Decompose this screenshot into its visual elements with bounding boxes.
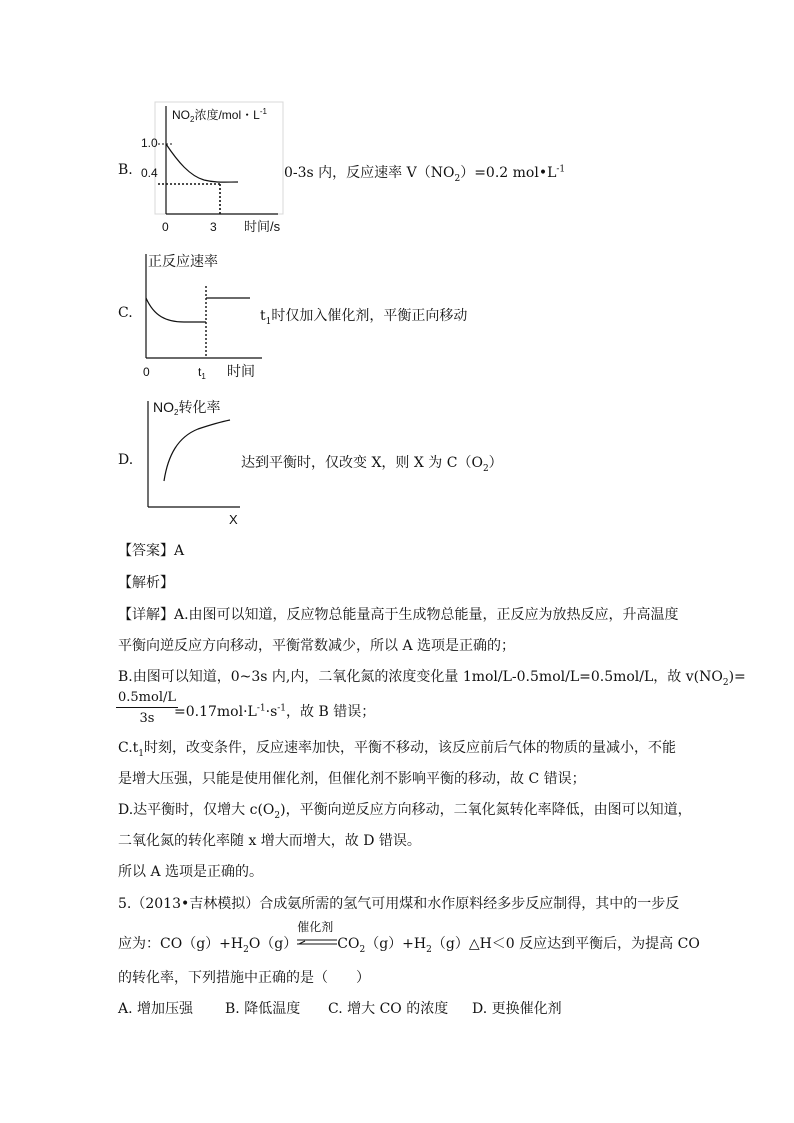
- option-b-tick-04: 0.4: [141, 166, 158, 180]
- catalyst-arrow: [297, 920, 337, 948]
- option-b-tick-10: 1.0: [141, 136, 158, 150]
- option-b-graph: [138, 100, 288, 235]
- q5-line-3: 的转化率，下列措施中正确的是（ ）: [118, 970, 370, 986]
- option-c-tick-t1: $t_1$: [198, 365, 206, 381]
- option-d-letter: D.: [118, 452, 134, 468]
- option-c-xlabel: 时间: [227, 363, 255, 379]
- detail-b-fraction: [116, 690, 178, 726]
- detail-b-line-1: B.由图可以知道，0~3s 内,内，二氧化氮的浓度变化量 1mol/L-0.5mol/L=0.5mol/L，故 $v(NO_2)=$: [118, 669, 746, 688]
- option-d-text: 达到平衡时，仅改变 X，则 X 为 $C(O_2)$: [241, 455, 503, 474]
- option-c-tick-0: 0: [143, 365, 150, 379]
- option-b-ylabel: $NO_2$浓度/mol・$L^{-1}$: [172, 107, 267, 124]
- option-b-text: 0-3s 内，反应速率 $V(NO_2)=0.2$ $mol•L^{-1}$: [284, 164, 566, 184]
- detail-line-2: 平衡向逆反应方向移动，平衡常数减少，所以 A 选项是正确的；: [118, 638, 516, 654]
- detail-c-line-1: $C.t_1$时刻，改变条件，反应速率加快，平衡不移动，该反应前后气体的物质的量减小，不能: [118, 740, 677, 759]
- q5-line-2: 应为：$CO(g)+H_2O(g)$ 催化剂 $CO_2(g)+H_2(g)\triangle H<0$ 反应达到平衡后，为提高 CO: [118, 920, 700, 955]
- detail-d-line-2: 二氧化氮的转化率随 x 增大而增大，故 D 错误。: [118, 833, 421, 849]
- catalyst-label: 催化剂: [297, 920, 334, 934]
- detail-d-line-1: D.达平衡时，仅增大 $c(O_2)$，平衡向逆反应方向移动，二氧化氮转化率降低，由图可以知道，: [118, 802, 692, 821]
- option-b-xlabel: 时间/s: [244, 219, 281, 234]
- option-c-graph: [138, 248, 268, 382]
- fraction-denominator: 3s: [139, 711, 155, 726]
- q5-option-b[interactable]: B. 降低温度: [225, 1001, 301, 1017]
- q5-option-a[interactable]: A. 增加压强: [118, 1001, 194, 1017]
- equilibrium-arrow-icon: [297, 938, 337, 946]
- option-c-ylabel: 正反应速率: [148, 253, 218, 269]
- conclusion-line: 所以 A 选项是正确的。: [118, 864, 264, 880]
- option-d-graph: [138, 395, 248, 529]
- q5-option-c[interactable]: C. 增大 CO 的浓度: [328, 1001, 449, 1017]
- detail-b-line-2: $=0.17mol\cdot L^{-1}\cdot s^{-1}$，故 B 错误；: [174, 703, 376, 720]
- detail-c-line-2: 是增大压强，只能是使用催化剂，但催化剂不影响平衡的移动，故 C 错误；: [118, 771, 586, 787]
- option-c-text: $t_1$时仅加入催化剂，平衡正向移动: [260, 308, 468, 327]
- option-d-xlabel: X: [229, 512, 238, 527]
- option-b-tick-3: 3: [210, 220, 217, 234]
- analysis-title: 【解析】: [118, 575, 174, 591]
- detail-line-1: 【详解】A.由图可以知道，反应物总能量高于生成物总能量，正反应为放热反应，升高温度: [118, 607, 679, 623]
- q5-option-d[interactable]: D. 更换催化剂: [472, 1001, 562, 1017]
- fraction-numerator: 0.5mol/L: [116, 690, 178, 708]
- answer-line: 【答案】A: [118, 543, 185, 559]
- q5-line-1: 5.（2013•吉林模拟）合成氨所需的氢气可用煤和水作原料经多步反应制得，其中的一步反: [118, 896, 680, 912]
- option-c-letter: C.: [118, 305, 133, 321]
- option-d-ylabel: $NO_2$转化率: [153, 399, 221, 417]
- option-b-letter: B.: [118, 162, 133, 178]
- option-b-tick-0: 0: [162, 220, 169, 234]
